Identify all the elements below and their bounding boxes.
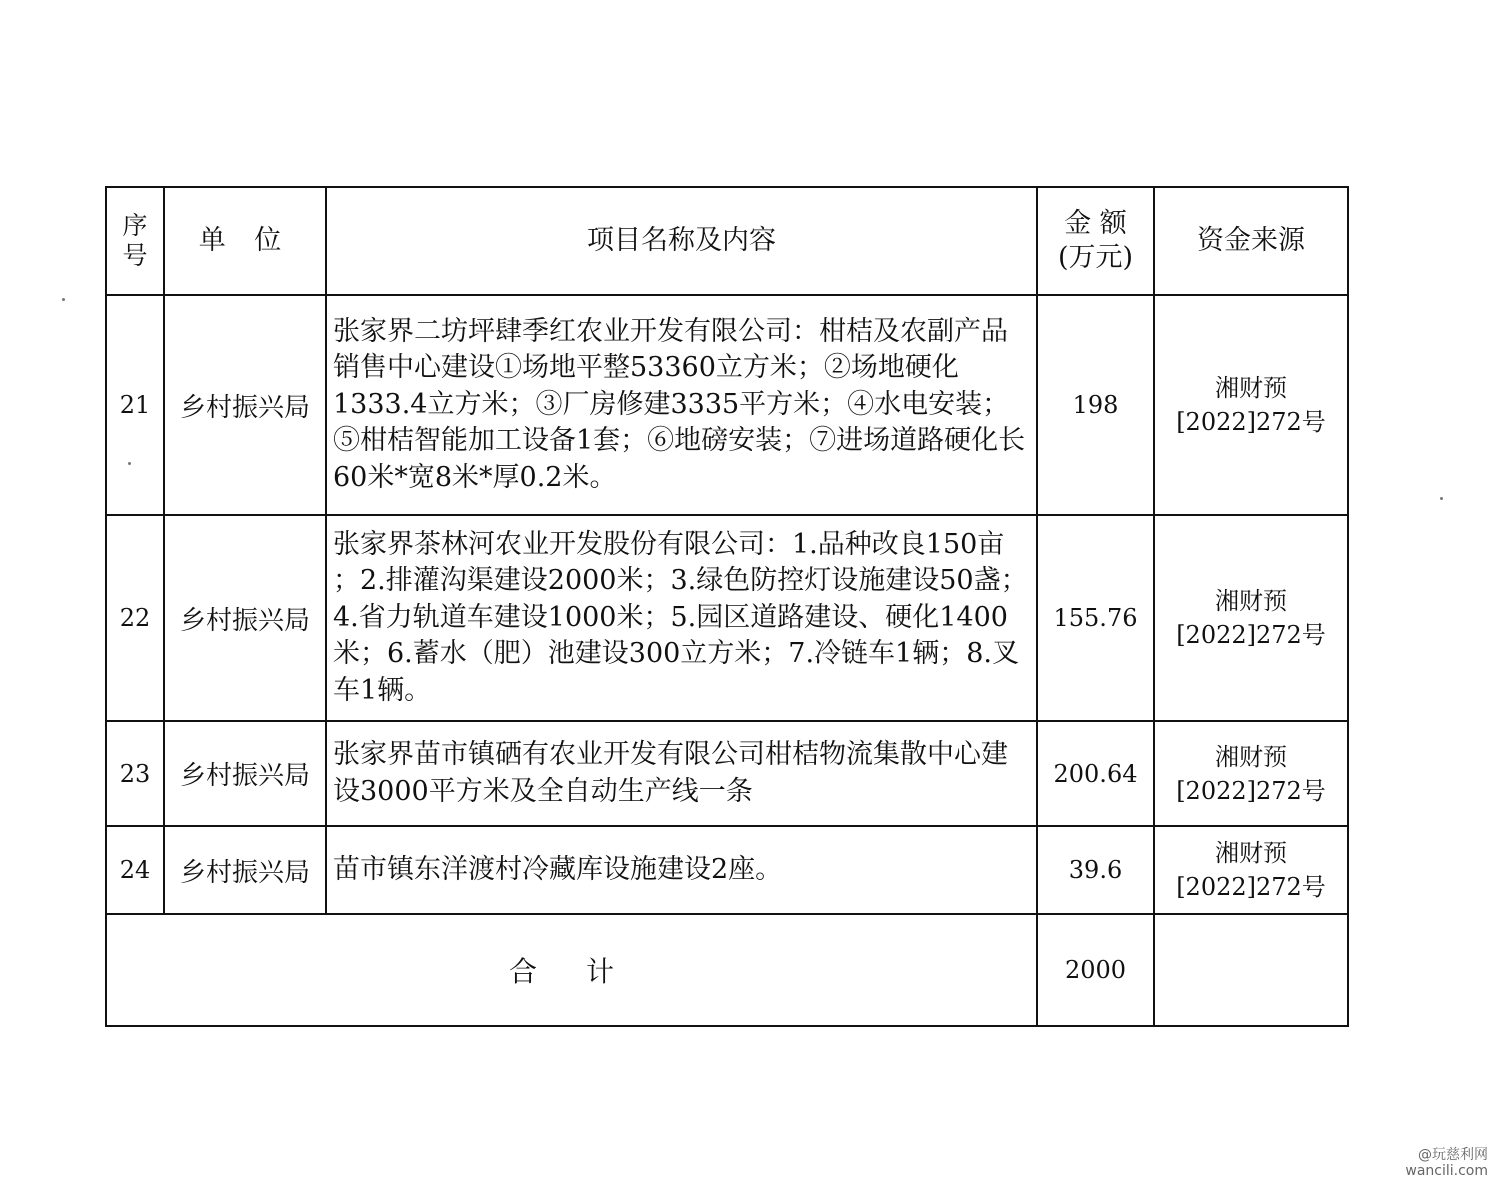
scan-speck xyxy=(62,298,65,301)
row-unit: 乡村振兴局 xyxy=(164,826,326,914)
row-content: 张家界二坊坪肆季红农业开发有限公司：柑桔及农副产品销售中心建设①场地平整53360立方米；②场地硬化1333.4立方米；③厂房修建3335平方米；④水电安装；⑤柑桔智能加工设备1套；⑥地磅安装；⑦进场道路硬化长60米*宽8米*厚0.2米。 xyxy=(326,295,1037,515)
row-amount: 155.76 xyxy=(1037,515,1154,721)
row-amount: 200.64 xyxy=(1037,721,1154,826)
table-row xyxy=(106,826,1348,914)
row-source xyxy=(1154,295,1348,515)
header-amount-line2: (万元) xyxy=(1057,242,1134,273)
row-seq: 23 xyxy=(106,721,164,826)
header-seq-line2: 号 xyxy=(122,241,148,270)
row-content: 张家界苗市镇硒有农业开发有限公司柑桔物流集散中心建设3000平方米及全自动生产线一条 xyxy=(326,721,1037,826)
row-source-line2: [2022]272号 xyxy=(1176,621,1326,649)
header-seq xyxy=(106,187,164,295)
total-label: 合 计 xyxy=(106,914,1037,1026)
total-source xyxy=(1154,914,1348,1026)
row-source-line1: 湘财预 xyxy=(1215,587,1287,615)
row-source-line2: [2022]272号 xyxy=(1176,408,1326,436)
watermark-line2: wancili.com xyxy=(1405,1163,1488,1179)
watermark-line1: @玩慈利网 xyxy=(1418,1147,1488,1163)
row-source-line1: 湘财预 xyxy=(1215,839,1287,867)
row-source-line1: 湘财预 xyxy=(1215,742,1287,771)
header-amount-line1: 金 额 xyxy=(1064,208,1127,239)
table-header-row xyxy=(106,187,1348,295)
header-content: 项目名称及内容 xyxy=(326,187,1037,295)
row-amount: 198 xyxy=(1037,295,1154,515)
table-row xyxy=(106,295,1348,515)
header-seq-line1: 序 xyxy=(122,211,148,240)
row-seq: 24 xyxy=(106,826,164,914)
row-source xyxy=(1154,721,1348,826)
row-seq: 22 xyxy=(106,515,164,721)
row-content: 苗市镇东洋渡村冷藏库设施建设2座。 xyxy=(326,826,1037,914)
row-source xyxy=(1154,515,1348,721)
row-source-line2: [2022]272号 xyxy=(1176,776,1326,805)
total-amount: 2000 xyxy=(1037,914,1154,1026)
row-unit: 乡村振兴局 xyxy=(164,721,326,826)
row-source-line1: 湘财预 xyxy=(1215,374,1287,402)
row-unit: 乡村振兴局 xyxy=(164,295,326,515)
header-unit: 单 位 xyxy=(164,187,326,295)
header-amount xyxy=(1037,187,1154,295)
table-row xyxy=(106,515,1348,721)
scan-speck xyxy=(128,462,131,465)
scan-speck xyxy=(1440,497,1443,500)
row-content: 张家界茶林河农业开发股份有限公司：1.品种改良150亩 ；2.排灌沟渠建设2000米；3.绿色防控灯设施建设50盏；4.省力轨道车建设1000米；5.园区道路建设、硬化1400米；6.蓄水（肥）池建设300立方米；7.冷链车1辆；8.叉车1辆。 xyxy=(326,515,1037,721)
row-source xyxy=(1154,826,1348,914)
row-amount: 39.6 xyxy=(1037,826,1154,914)
table-row xyxy=(106,721,1348,826)
watermark xyxy=(1405,1147,1488,1179)
project-fund-table xyxy=(105,186,1349,1027)
header-source: 资金来源 xyxy=(1154,187,1348,295)
row-seq: 21 xyxy=(106,295,164,515)
row-unit: 乡村振兴局 xyxy=(164,515,326,721)
row-source-line2: [2022]272号 xyxy=(1176,873,1326,901)
total-row xyxy=(106,914,1348,1026)
